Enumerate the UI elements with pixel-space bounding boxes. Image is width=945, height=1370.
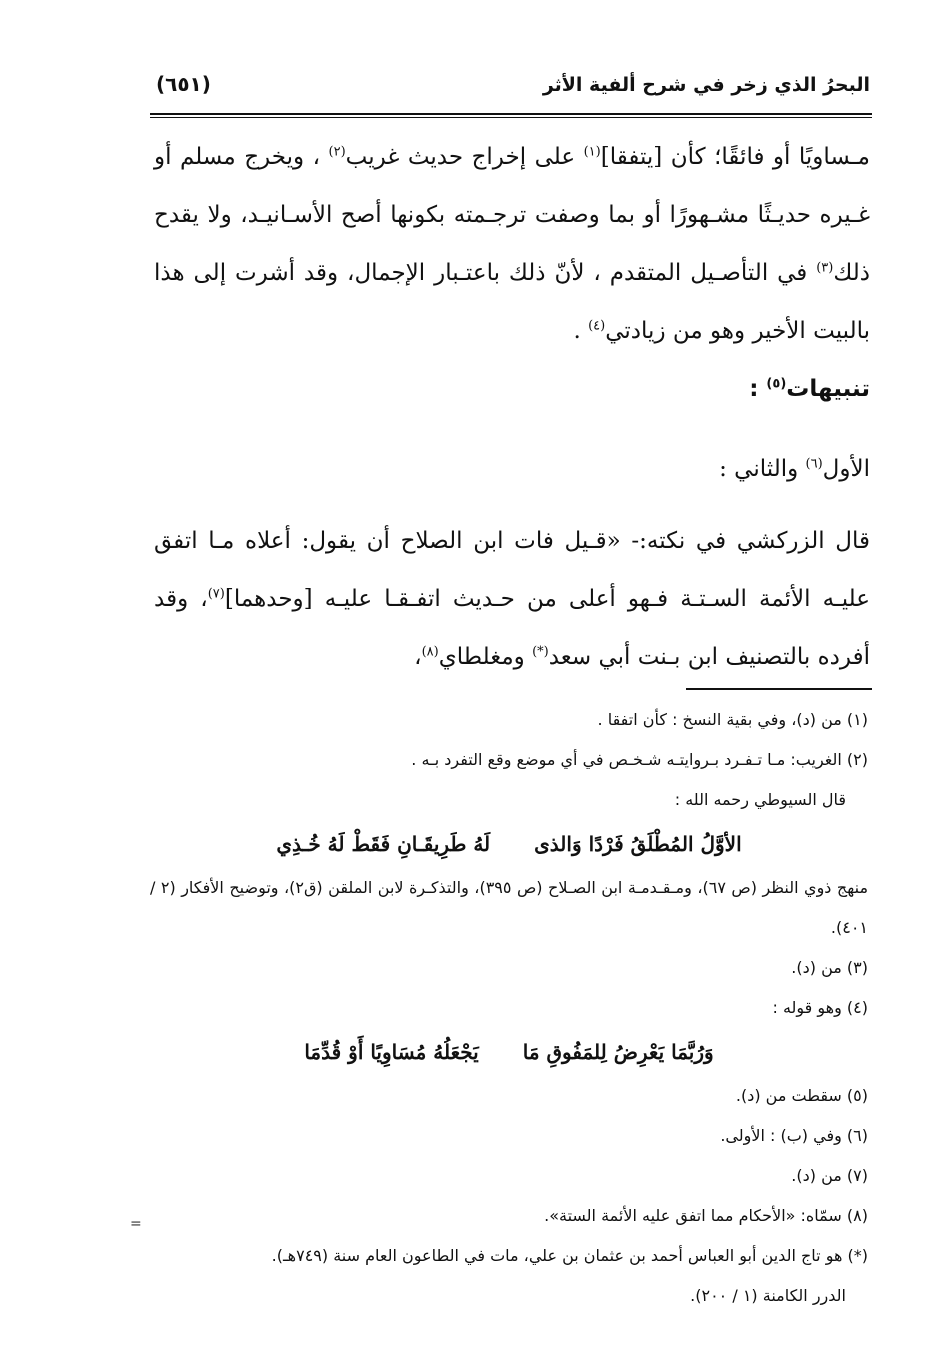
footnote-8: (٨) سمّاه: «الأحكام مما اتفق عليه الأئمة الستة». [544, 1206, 868, 1225]
page-header [150, 68, 870, 112]
footnote-6: (٦) وفي (ب) : الأولى. [720, 1126, 868, 1145]
verse-1-first-hemistich: الأوَّلُ المُطْلَقُ فَرْدًا وَالذى [534, 832, 742, 856]
note-ref-star: (*) [532, 644, 549, 660]
footnote-4: (٤) وهو قوله : [772, 998, 868, 1017]
footnote-2-sources: منهج ذوي النظر (ص ٦٧)، ومـقـدمـة ابن الصـلاح (ص ٣٩٥)، والتذكـرة لابن الملقن (ق٢)، وتوضيح الأفكار (٢ / ٤٠١). [150, 878, 869, 937]
running-title: البحرُ الذي زخر في شرح ألفية الأثر [542, 74, 870, 96]
paragraph-2: قال الزركشي في نكته:- «قـيل فات ابن الصلاح أن يقول: أعلاه مـا اتفق عليـه الأئمة السـتـة فـهو أعلى من حـديث اتفـقـا عليـه [وحدهما]$^{(٧)}$، وقد أفرده بالتصنيف ابن بـنت أبي سعد(*) ومغلطاي$^{(٨)}$، [154, 528, 870, 670]
note-ref-1: (١) [583, 144, 601, 160]
footnote-star: (*) هو تاج الدين أبو العباس أحمد بن عثمان بن علي، مات في الطاعون العام سنة (٧٤٩هـ). [271, 1246, 868, 1265]
verse-2-first-hemistich: وَرُبَّمَا يَعْرِضُ لِلمَفُوقِ مَا [522, 1040, 714, 1064]
footnotes [150, 700, 868, 1316]
verse-1-second-hemistich: لَهُ طَرِيقَـانِ فَقَطْ لَهُ خُـذِي [276, 832, 491, 856]
margin-mark: = [130, 1216, 142, 1232]
sub-heading: الأول$^{(٦)}$ والثاني : [719, 456, 870, 482]
note-ref-4: (٤) [588, 318, 606, 334]
note-ref-3: (٣) [816, 260, 834, 276]
footnote-7: (٧) من (د). [791, 1166, 868, 1185]
footnote-2: (٢) الغريب: مـا تـفـرد بـروايتـه شـخـص في أي موضع وقع التفرد بـه . [411, 750, 868, 769]
note-ref-5: (٥) [766, 376, 787, 392]
footnote-rule [686, 688, 872, 690]
main-text [154, 128, 870, 686]
paragraph-1: مـساويًا أو فائقًا؛ كأن [يتفقا]$^{(١)}$ على إخراج حديث غريب$^{(٢)}$ ، ويخرج مسلم أو غـيره حديـثًا مشـهورًا أو بما وصفت ترجـمته بكونها أصح الأسـانيـد، ولا يقدح ذلك$^{(٣)}$ في التأصـيل المتقدم ، لأنّ ذلك باعتـبار الإجمال، وقد أشرت إلى هذا بالبيت الأخير وهو من زيادتي$^{(٤)}$ . [154, 144, 870, 344]
footnote-3: (٣) من (د). [791, 958, 868, 977]
section-heading: تنبيهات$^{(٥)}$ : [749, 376, 870, 402]
note-ref-8: (٨) [421, 644, 439, 660]
note-ref-2: (٢) [328, 144, 346, 160]
footnote-2-quote-intro: قال السيوطي رحمه الله : [674, 790, 846, 809]
footnote-1: (١) من (د)، وفي بقية النسخ : كأن اتفقا . [597, 710, 868, 729]
header-rule [150, 113, 872, 118]
footnote-star-source: الدرر الكامنة (١ / ٢٠٠). [690, 1286, 846, 1305]
footnote-5: (٥) سقطت من (د). [735, 1086, 868, 1105]
verse-2 [150, 1028, 868, 1076]
page-number: (٦٥١) [156, 72, 211, 96]
verse-2-second-hemistich: يَجْعَلُهُ مُسَاوِيًا أَوْ قُدِّمَا [304, 1040, 479, 1064]
verse-1 [150, 820, 868, 868]
note-ref-7: (٧) [207, 586, 225, 602]
note-ref-6: (٦) [805, 456, 823, 472]
